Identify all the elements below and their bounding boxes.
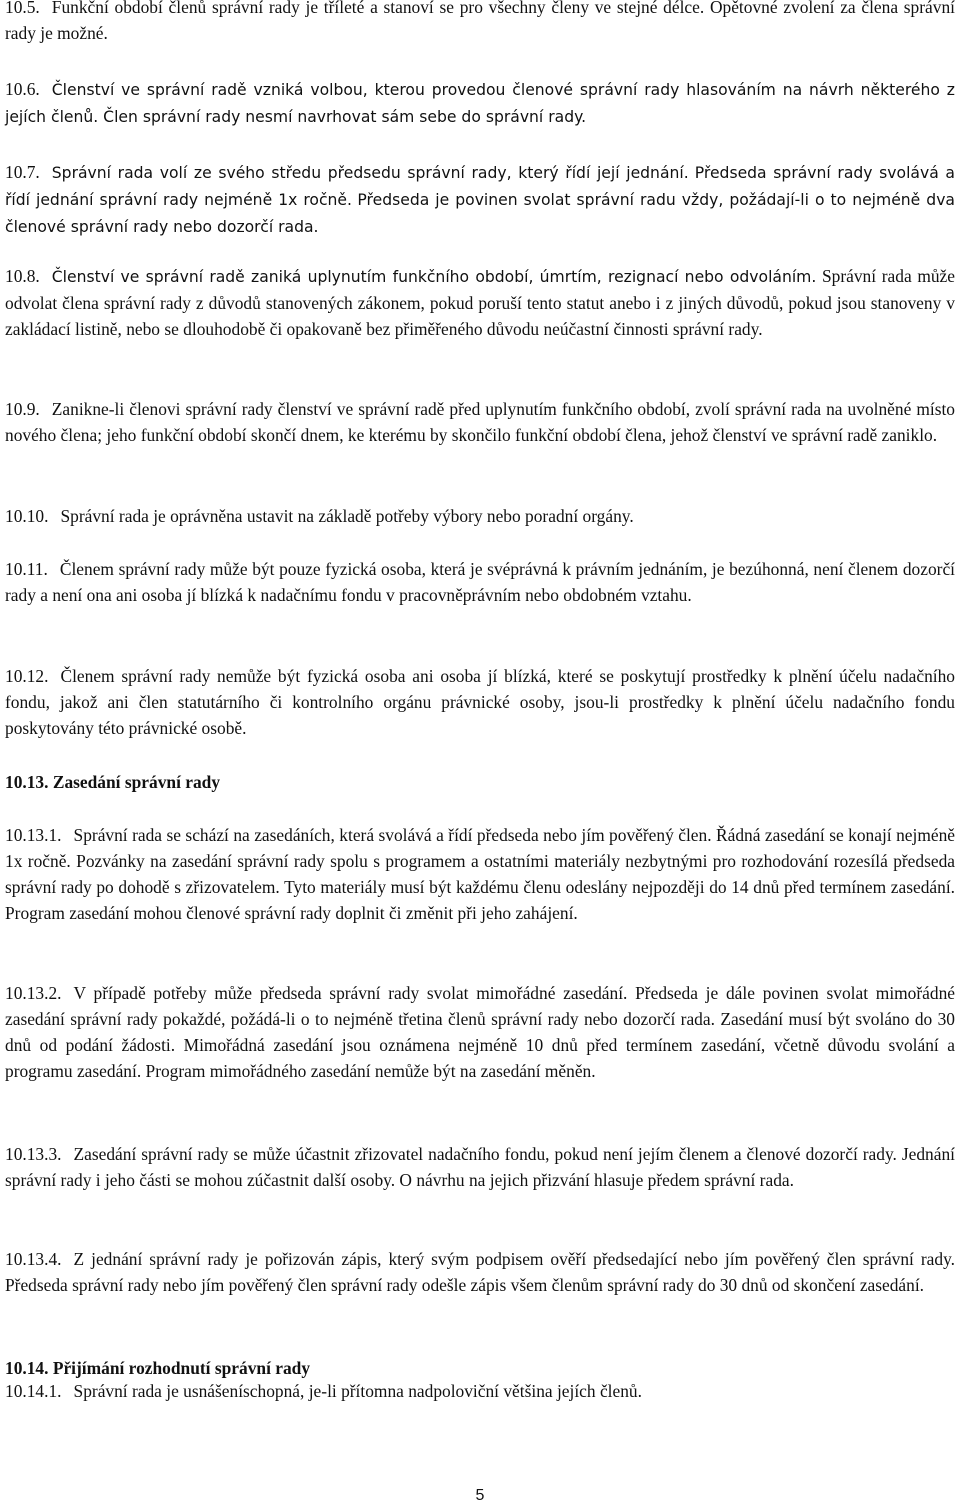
section-10-13-1 [5, 822, 955, 926]
section-text: Správní rada volí ze svého středu předsedu správní rady, který řídí její jednání. [51, 164, 689, 182]
section-text: Členství ve správní radě vzniká volbou, kterou provedou členové správní rady hlasováním na návrh některého z jejích členů. Člen správní rady nesmí navrhovat sám sebe do správní rady. [5, 81, 955, 126]
section-text: V případě potřeby může předseda správní rady svolat mimořádné zasedání. Předseda je dále povinen svolat mimořádné zasedání správní rady pokaždé, požádá-li o to nejméně třetina členů správní rady nebo dozorčí rada. Zasedání musí být svoláno do 30 dnů od podání žádosti. Mimořádná zasedání jsou oznámena nejméně 10 dnů před termínem zasedání, včetně důvodu svolání a programu zasedání. Program mimořádného zasedání nemůže být na zasedání měněn. [5, 983, 955, 1081]
section-number: 10.13. [5, 772, 49, 792]
section-number: 10.14. [5, 1358, 49, 1378]
section-10-5 [5, 0, 955, 46]
section-heading-text: Přijímání rozhodnutí správní rady [52, 1358, 311, 1378]
section-number: 10.9. [5, 399, 40, 419]
section-text: Zanikne-li členovi správní rady členství ve správní radě před uplynutím funkčního období, zvolí správní rada na uvolněné místo nového člena; jeho funkční období skončí dnem, ke kterému by skončilo funkční období člena, jehož členství ve správní radě zaniklo. [5, 399, 955, 445]
page-number: 5 [475, 1487, 485, 1504]
section-text: Funkční období členů správní rady je tříleté a stanoví se pro všechny členy ve stejné délce. Opětovné zvolení za člena správní rady je možné. [5, 0, 955, 43]
section-text: Zasedání správní rady se může účastnit zřizovatel nadačního fondu, pokud není jejím členem a členové dozorčí rady. Jednání správní rady i jeho části se mohou zúčastnit další osoby. O návrhu na jejich přizvání hlasuje předem správní rada. [5, 1144, 955, 1190]
section-10-13-2 [5, 980, 955, 1084]
section-10-13-4 [5, 1246, 955, 1298]
section-10-14-1 [5, 1378, 955, 1404]
section-number: 10.11. [5, 559, 48, 579]
section-10-13-3 [5, 1141, 955, 1193]
section-text: Předseda je povinen svolat správní radu vždy, požádají-li o to nejméně dva členové správní rady nebo dozorčí rada. [5, 191, 955, 236]
section-text: Členství ve správní radě zaniká uplynutím funkčního období, úmrtím, rezignací nebo odvoláním. [51, 268, 817, 286]
section-number: 10.5. [5, 0, 40, 17]
section-number: 10.13.4. [5, 1249, 62, 1269]
section-text: Předseda správní rady svolává a řídí jednání správní rady nejméně 1x ročně. [5, 164, 955, 209]
section-text: Správní rada může odvolat člena správní rady z důvodů stanovených zákonem, pokud poruší tento statut anebo i z jiných důvodů, pokud jsou stanoveny v zakládací listině, nebo se dlouhodobě či opakovaně bez přiměřeného důvodu neúčastní činnosti správní rady. [5, 266, 955, 339]
section-10-10 [5, 503, 955, 529]
section-10-9 [5, 396, 955, 448]
section-number: 10.13.1. [5, 825, 62, 845]
section-text: Správní rada je usnášeníschopná, je-li přítomna nadpoloviční většina jejích členů. [73, 1381, 642, 1401]
section-text: Členem správní rady může být pouze fyzická osoba, která je svéprávná k právním jednáním, je bezúhonná, není členem dozorčí rady a není ona ani osoba jí blízká k nadačnímu fondu v pracovněprávním nebo obdobném vztahu. [5, 559, 955, 605]
section-text: Z jednání správní rady je pořizován zápis, který svým podpisem ověří předsedající nebo jím pověřený člen správní rady. Předseda správní rady nebo jím pověřený člen správní rady odešle zápis všem členům správní rady do 30 dnů od skončení zasedání. [5, 1249, 955, 1295]
section-text: Správní rada se schází na zasedáních, která svolává a řídí předseda nebo jím pověřený člen. Řádná zasedání se konají nejméně 1x ročně. Pozvánky na zasedání správní rady spolu s programem a ostatními materiály nezbytnými pro rozhodování rozesílá předseda správní rady po dohodě s zřizovatelem. Tyto materiály musí být každému členu odeslány nejpozději do 14 dnů před termínem zasedání. Program zasedání mohou členové správní rady doplnit či změnit při jeho zahájení. [5, 825, 955, 923]
section-number: 10.8. [5, 266, 40, 286]
section-text: Správní rada je oprávněna ustavit na základě potřeby výbory nebo poradní orgány. [60, 506, 634, 526]
section-10-6 [5, 76, 955, 130]
section-heading-10-13 [5, 769, 955, 795]
section-number: 10.12. [5, 666, 49, 686]
section-10-8 [5, 263, 955, 342]
section-10-7 [5, 159, 955, 240]
section-number: 10.13.2. [5, 983, 62, 1003]
section-heading-text: Zasedání správní rady [52, 772, 221, 792]
section-number: 10.7. [5, 162, 40, 182]
section-number: 10.13.3. [5, 1144, 62, 1164]
section-10-12 [5, 663, 955, 741]
section-number: 10.10. [5, 506, 49, 526]
section-number: 10.6. [5, 79, 40, 99]
section-number: 10.14.1. [5, 1381, 62, 1401]
section-10-11 [5, 556, 955, 608]
section-text: Členem správní rady nemůže být fyzická osoba ani osoba jí blízká, které se poskytují prostředky k plnění účelu nadačního fondu, jakož ani člen statutárního či kontrolního orgánu právnické osoby, jsou-li prostředky k plnění účelu nadačního fondu poskytovány této právnické osobě. [5, 666, 955, 738]
